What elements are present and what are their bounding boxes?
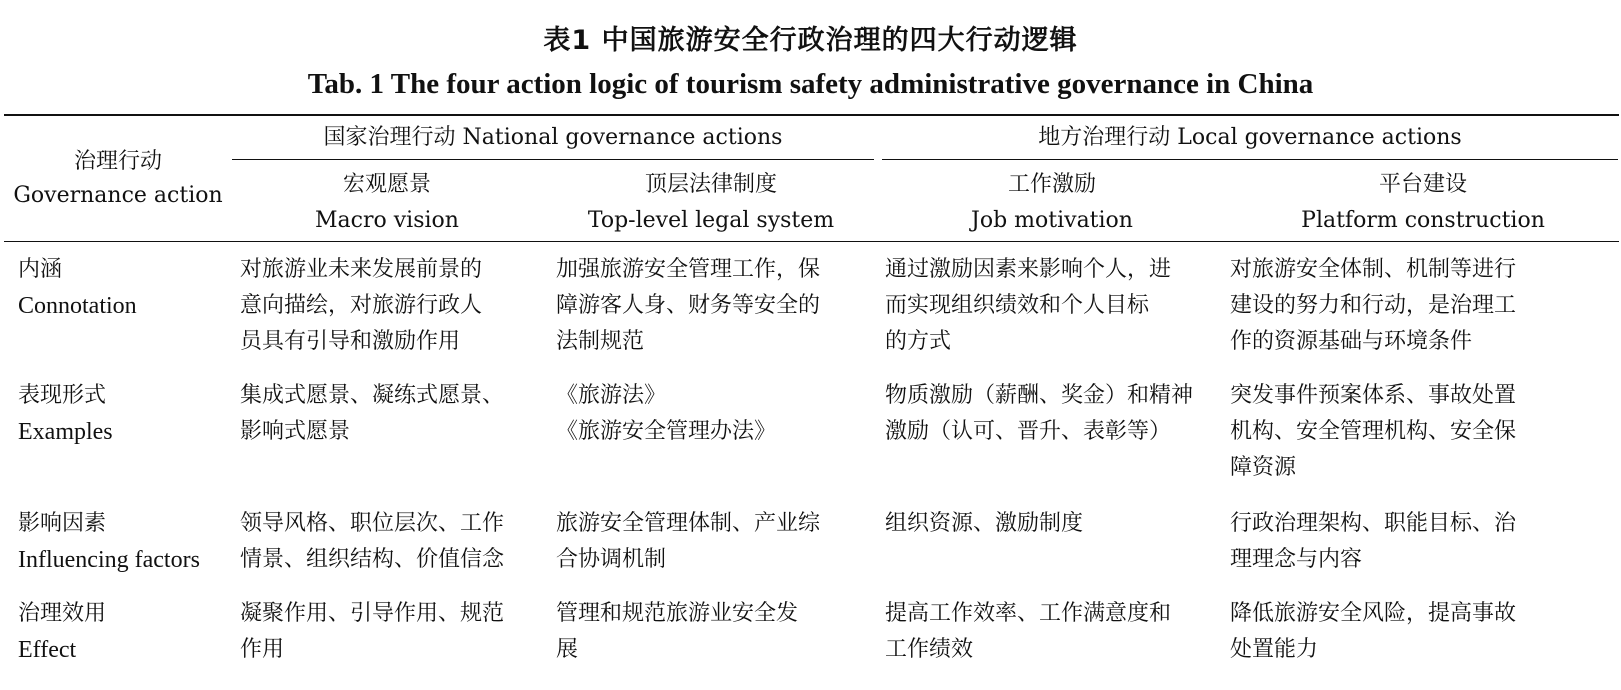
examples-platform-line-2: 机构、安全管理机构、安全保	[1230, 419, 1517, 444]
connotation-platform-line-2: 建设的努力和行动，是治理工	[1230, 293, 1517, 318]
factors-macro-vision-line-2: 情景、组织结构、价值信念	[240, 547, 505, 572]
national-governance-header: 国家治理行动 National governance actions	[323, 125, 783, 150]
row-label-header-en: Governance action	[13, 183, 223, 208]
connotation-macro-vision-line-3: 员具有引导和激励作用	[240, 329, 461, 354]
factors-macro-vision-line-1: 领导风格、职位层次、工作	[240, 511, 505, 536]
column-header-legal-system-cn: 顶层法律制度	[644, 172, 777, 197]
row-connotation-label-en: Connotation	[18, 293, 137, 319]
row-effect-label-en: Effect	[18, 637, 77, 663]
factors-legal-system-line-2: 合协调机制	[556, 547, 667, 572]
column-header-platform-construction-en: Platform construction	[1301, 208, 1545, 233]
factors-legal-system-line-1: 旅游安全管理体制、产业综	[556, 511, 821, 536]
effect-job-motivation-line-2: 工作绩效	[885, 637, 974, 662]
connotation-macro-vision-line-2: 意向描绘，对旅游行政人	[240, 293, 483, 318]
examples-platform-line-3: 障资源	[1230, 455, 1297, 480]
examples-macro-vision-line-1: 集成式愿景、凝练式愿景、	[240, 383, 505, 408]
connotation-platform-line-1: 对旅游安全体制、机制等进行	[1230, 257, 1517, 282]
effect-platform-line-1: 降低旅游安全风险，提高事故	[1230, 601, 1517, 626]
connotation-macro-vision-line-1: 对旅游业未来发展前景的	[240, 257, 483, 282]
table-title-chinese: 表1 中国旅游安全行政治理的四大行动逻辑	[543, 25, 1078, 56]
column-header-platform-construction-cn: 平台建设	[1378, 172, 1467, 197]
effect-legal-system-line-1: 管理和规范旅游业安全发	[556, 601, 799, 626]
factors-platform-line-2: 理理念与内容	[1230, 547, 1363, 572]
column-header-job-motivation-cn: 工作激励	[1007, 172, 1096, 197]
examples-macro-vision-line-2: 影响式愿景	[240, 419, 351, 444]
effect-macro-vision-line-2: 作用	[240, 637, 285, 662]
column-header-legal-system-en: Top-level legal system	[587, 208, 835, 233]
connotation-job-motivation-line-3: 的方式	[885, 329, 952, 354]
connotation-legal-system-line-3: 法制规范	[556, 329, 645, 354]
effect-macro-vision-line-1: 凝聚作用、引导作用、规范	[240, 601, 505, 626]
examples-legal-system-line-2: 《旅游安全管理办法》	[556, 419, 777, 444]
connotation-legal-system-line-1: 加强旅游安全管理工作，保	[556, 257, 821, 282]
examples-legal-system-line-1: 《旅游法》	[556, 383, 667, 408]
connotation-platform-line-3: 作的资源基础与环境条件	[1230, 329, 1473, 354]
examples-job-motivation-line-2: 激励（认可、晋升、表彰等）	[885, 419, 1172, 444]
connotation-legal-system-line-2: 障游客人身、财务等安全的	[556, 293, 821, 318]
connotation-job-motivation-line-1: 通过激励因素来影响个人，进	[885, 257, 1172, 282]
factors-job-motivation-line-1: 组织资源、激励制度	[885, 511, 1084, 536]
connotation-job-motivation-line-2: 而实现组织绩效和个人目标	[885, 293, 1150, 318]
column-header-macro-vision-cn: 宏观愿景	[342, 172, 431, 197]
row-examples-label-en: Examples	[18, 419, 113, 445]
row-connotation-label-cn: 内涵	[18, 257, 63, 282]
effect-platform-line-2: 处置能力	[1230, 637, 1319, 662]
column-header-macro-vision-en: Macro vision	[315, 208, 459, 233]
examples-platform-line-1: 突发事件预案体系、事故处置	[1230, 383, 1517, 408]
row-label-header-cn: 治理行动	[73, 149, 162, 174]
examples-job-motivation-line-1: 物质激励（薪酬、奖金）和精神	[885, 383, 1194, 408]
row-influencing-factors-label-cn: 影响因素	[18, 511, 107, 536]
row-influencing-factors-label-en: Influencing factors	[18, 547, 200, 573]
local-governance-header: 地方治理行动 Local governance actions	[1038, 125, 1462, 150]
effect-legal-system-line-2: 展	[556, 637, 579, 662]
row-examples-label-cn: 表现形式	[18, 383, 107, 408]
column-header-job-motivation-en: Job motivation	[971, 208, 1133, 233]
factors-platform-line-1: 行政治理架构、职能目标、治	[1230, 511, 1517, 536]
effect-job-motivation-line-1: 提高工作效率、工作满意度和	[885, 601, 1172, 626]
table-title-english: Tab. 1 The four action logic of tourism safety administrative governance in China	[307, 68, 1314, 100]
row-effect-label-cn: 治理效用	[18, 601, 107, 626]
